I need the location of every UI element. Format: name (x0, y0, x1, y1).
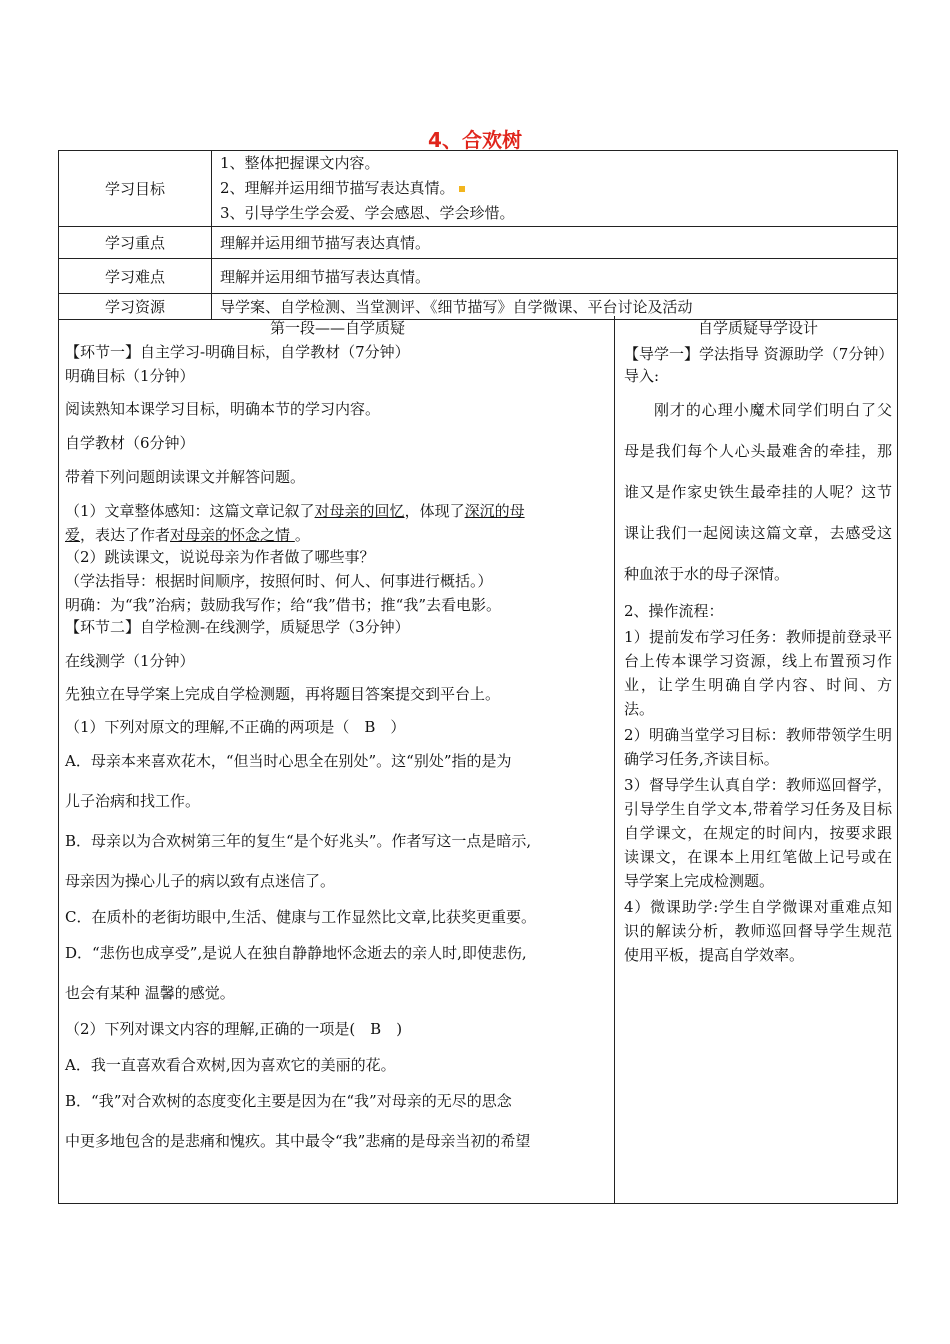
question-1: （1）文章整体感知：这篇文章记叙了对母亲的回忆，体现了深沉的母 爱，表达了作者对母亲的怀念之情 。 (65, 502, 525, 544)
flow-label: 2、操作流程： (624, 602, 724, 620)
self-study-text: 带着下列问题朗读课文并解答问题。 (65, 468, 306, 486)
highlight-mark (459, 186, 465, 192)
goal-heading: 明确目标（1分钟） (65, 367, 195, 385)
goals-cell (212, 151, 898, 227)
goal-item: 1、整体把握课文内容。 (220, 154, 380, 172)
test-question-1: （1）下列对原文的理解,不正确的两项是（ B ） (65, 718, 406, 736)
section-title: 第一段——自学质疑 (269, 319, 405, 337)
question-2-hint: （学法指导：根据时间顺序，按照何时、何人、何事进行概括。） (65, 572, 493, 590)
flow-step-2: 2）明确当堂学习目标：教师带领学生明确学习任务,齐读目标。 (624, 726, 892, 768)
self-study-heading: 自学教材（6分钟） (65, 434, 195, 452)
online-heading: 在线测学（1分钟） (65, 652, 195, 670)
intro-label: 导入: (624, 367, 660, 385)
flow-step-4: 4）微课助学:学生自学微课对重难点知识的解读分析，教师巡回督导学生规范使用平板，提高自学效率。 (624, 898, 892, 964)
content-grid (58, 316, 898, 1204)
difficulty-label: 学习难点 (59, 259, 212, 294)
guide-1-heading: 【导学一】学法指导 资源助学（7分钟） (624, 345, 894, 363)
objectives-table (58, 150, 898, 320)
goal-item: 3、引导学生学会爱、学会感恩、学会珍惜。 (220, 204, 515, 222)
option-b-cont: 母亲因为操心儿子的病以致有点迷信了。 (65, 872, 336, 890)
column-divider (614, 316, 615, 1204)
online-text: 先独立在导学案上完成自学检测题，再将题目答案提交到平台上。 (65, 685, 501, 703)
key-cell: 理解并运用细节描写表达真情。 (212, 227, 898, 259)
goal-text: 阅读熟知本课学习目标，明确本节的学习内容。 (65, 400, 381, 418)
question-2: （2）跳读课文，说说母亲为作者做了哪些事？ (65, 548, 375, 566)
step1-heading: 【环节一】自主学习-明确目标，自学教材（7分钟） (65, 343, 410, 361)
flow-step-1: 1）提前发布学习任务：教师提前登录平台上传本课学习资源，线上布置预习作业，让学生明确自学内容、时间、方法。 (624, 628, 892, 718)
option-d: D．“悲伤也成享受”,是说人在独自静静地怀念逝去的亲人时,即使悲伤, (65, 944, 527, 962)
right-title: 自学质疑导学设计 (697, 319, 818, 337)
q2-option-b: B．“我”对合欢树的态度变化主要是因为在“我”对母亲的无尽的思念 (65, 1092, 512, 1110)
resources-label: 学习资源 (59, 294, 212, 320)
q2-option-a: A．我一直喜欢看合欢树,因为喜欢它的美丽的花。 (65, 1056, 396, 1074)
question-2-answer: 明确：为“我”治病；鼓励我写作；给“我”借书；推“我”去看电影。 (65, 596, 502, 614)
left-column (65, 316, 610, 1151)
test-question-2: （2）下列对课文内容的理解,正确的一项是( B ) (65, 1020, 403, 1038)
flow-step-3: 3）督导学生认真自学：教师巡回督学，引导学生自学文本,带着学习任务及目标自学课文，在规定的时间内，按要求跟读课文，在课本上用红笔做上记号或在导学案上完成检测题。 (624, 776, 892, 890)
difficulty-cell: 理解并运用细节描写表达真情。 (212, 259, 898, 294)
right-column (624, 316, 892, 967)
option-a-cont: 儿子治病和找工作。 (65, 792, 201, 810)
document-title: 4、合欢树 (428, 128, 522, 152)
option-a: A．母亲本来喜欢花木，“但当时心思全在别处”。这“别处”指的是为 (65, 752, 512, 770)
goals-label: 学习目标 (59, 151, 212, 227)
option-c: C．在质朴的老街坊眼中,生活、健康与工作显然比文章,比获奖更重要。 (65, 908, 537, 926)
resources-cell: 导学案、自学检测、当堂测评、《细节描写》自学微课、平台讨论及活动 (212, 294, 898, 320)
option-d-cont: 也会有某种 温馨的感觉。 (65, 984, 235, 1002)
option-b: B．母亲以为合欢树第三年的复生“是个好兆头”。作者写这一点是暗示, (65, 832, 532, 850)
q2-option-b-cont: 中更多地包含的是悲痛和愧疚。其中最令“我”悲痛的是母亲当初的希望 (65, 1132, 531, 1150)
intro-text: 刚才的心理小魔术同学们明白了父母是我们每个人心头最难舍的牵挂，那谁又是作家史铁生最牵挂的人呢？这节课让我们一起阅读这篇文章，去感受这种血浓于水的母子深情。 (624, 401, 892, 583)
step2-heading: 【环节二】自学检测-在线测学，质疑思学（3分钟） (65, 618, 410, 636)
goal-item: 2、理解并运用细节描写表达真情。 (220, 176, 897, 201)
key-label: 学习重点 (59, 227, 212, 259)
